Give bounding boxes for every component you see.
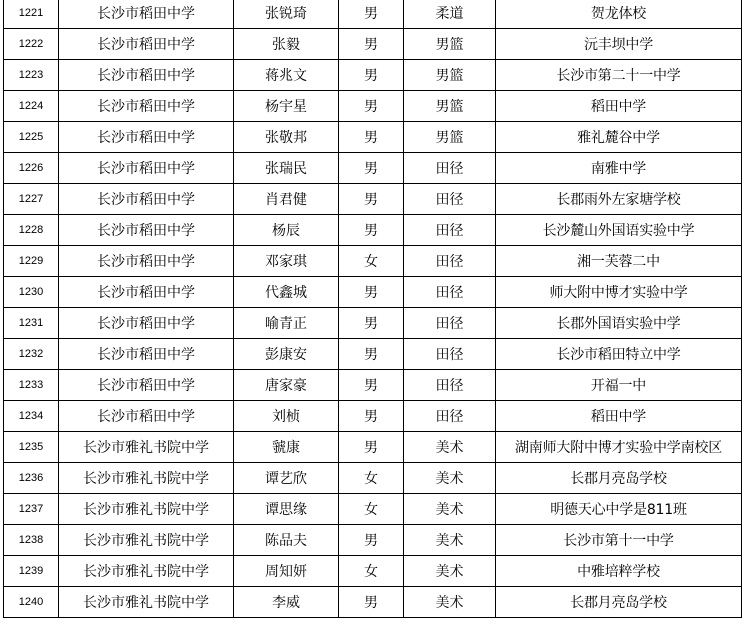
table-row xyxy=(4,29,742,60)
sport-cell: 田径 xyxy=(404,308,496,339)
destination-cell: 湘一芙蓉二中 xyxy=(496,246,742,277)
name-cell: 杨宇星 xyxy=(234,91,339,122)
name-cell: 张锐琦 xyxy=(234,0,339,29)
row-number: 1233 xyxy=(4,370,59,401)
school-cell: 长沙市稻田中学 xyxy=(59,0,234,29)
name-cell: 唐家豪 xyxy=(234,370,339,401)
table-row xyxy=(4,308,742,339)
sport-cell: 美术 xyxy=(404,432,496,463)
gender-cell: 男 xyxy=(339,184,404,215)
gender-cell: 男 xyxy=(339,215,404,246)
row-number: 1228 xyxy=(4,215,59,246)
row-number: 1237 xyxy=(4,494,59,525)
school-cell: 长沙市稻田中学 xyxy=(59,308,234,339)
destination-cell: 长郡月亮岛学校 xyxy=(496,587,742,618)
school-cell: 长沙市雅礼书院中学 xyxy=(59,494,234,525)
school-cell: 长沙市稻田中学 xyxy=(59,60,234,91)
row-number: 1236 xyxy=(4,463,59,494)
row-number: 1224 xyxy=(4,91,59,122)
school-cell: 长沙市稻田中学 xyxy=(59,29,234,60)
table-row xyxy=(4,494,742,525)
sport-cell: 田径 xyxy=(404,401,496,432)
name-cell: 张毅 xyxy=(234,29,339,60)
row-number: 1238 xyxy=(4,525,59,556)
row-number: 1222 xyxy=(4,29,59,60)
school-cell: 长沙市稻田中学 xyxy=(59,339,234,370)
student-table xyxy=(3,0,742,618)
gender-cell: 男 xyxy=(339,525,404,556)
school-cell: 长沙市稻田中学 xyxy=(59,153,234,184)
school-cell: 长沙市雅礼书院中学 xyxy=(59,432,234,463)
destination-cell: 长沙市稻田特立中学 xyxy=(496,339,742,370)
gender-cell: 男 xyxy=(339,308,404,339)
name-cell: 陈品夫 xyxy=(234,525,339,556)
sport-cell: 男篮 xyxy=(404,91,496,122)
name-cell: 谭艺欣 xyxy=(234,463,339,494)
gender-cell: 男 xyxy=(339,122,404,153)
destination-cell: 湖南师大附中博才实验中学南校区 xyxy=(496,432,742,463)
destination-cell: 长沙市第十一中学 xyxy=(496,525,742,556)
name-cell: 邓家琪 xyxy=(234,246,339,277)
gender-cell: 男 xyxy=(339,587,404,618)
table-row xyxy=(4,339,742,370)
destination-cell: 贺龙体校 xyxy=(496,0,742,29)
school-cell: 长沙市稻田中学 xyxy=(59,91,234,122)
destination-cell: 长郡雨外左家塘学校 xyxy=(496,184,742,215)
table-row xyxy=(4,432,742,463)
sport-cell: 田径 xyxy=(404,215,496,246)
school-cell: 长沙市稻田中学 xyxy=(59,184,234,215)
name-cell: 张敬邦 xyxy=(234,122,339,153)
gender-cell: 男 xyxy=(339,401,404,432)
table-row xyxy=(4,401,742,432)
name-cell: 肖君健 xyxy=(234,184,339,215)
table-row xyxy=(4,0,742,29)
destination-cell: 开福一中 xyxy=(496,370,742,401)
school-cell: 长沙市雅礼书院中学 xyxy=(59,525,234,556)
school-cell: 长沙市雅礼书院中学 xyxy=(59,463,234,494)
school-cell: 长沙市稻田中学 xyxy=(59,277,234,308)
table-row xyxy=(4,153,742,184)
sport-cell: 美术 xyxy=(404,556,496,587)
destination-cell: 长郡月亮岛学校 xyxy=(496,463,742,494)
name-cell: 张瑞民 xyxy=(234,153,339,184)
sport-cell: 田径 xyxy=(404,277,496,308)
gender-cell: 男 xyxy=(339,339,404,370)
sport-cell: 男篮 xyxy=(404,60,496,91)
school-cell: 长沙市稻田中学 xyxy=(59,215,234,246)
school-cell: 长沙市雅礼书院中学 xyxy=(59,556,234,587)
row-number: 1230 xyxy=(4,277,59,308)
destination-cell: 南雅中学 xyxy=(496,153,742,184)
table-row xyxy=(4,122,742,153)
sport-cell: 美术 xyxy=(404,587,496,618)
name-cell: 杨辰 xyxy=(234,215,339,246)
gender-cell: 男 xyxy=(339,0,404,29)
table-row xyxy=(4,246,742,277)
sport-cell: 田径 xyxy=(404,246,496,277)
row-number: 1231 xyxy=(4,308,59,339)
name-cell: 虢康 xyxy=(234,432,339,463)
gender-cell: 男 xyxy=(339,153,404,184)
row-number: 1227 xyxy=(4,184,59,215)
student-table-body xyxy=(4,0,742,618)
row-number: 1235 xyxy=(4,432,59,463)
destination-cell: 长沙麓山外国语实验中学 xyxy=(496,215,742,246)
destination-cell: 长郡外国语实验中学 xyxy=(496,308,742,339)
destination-cell: 长沙市第二十一中学 xyxy=(496,60,742,91)
gender-cell: 男 xyxy=(339,277,404,308)
row-number: 1226 xyxy=(4,153,59,184)
table-row xyxy=(4,184,742,215)
row-number: 1232 xyxy=(4,339,59,370)
row-number: 1234 xyxy=(4,401,59,432)
name-cell: 刘桢 xyxy=(234,401,339,432)
name-cell: 李威 xyxy=(234,587,339,618)
destination-cell: 雅礼麓谷中学 xyxy=(496,122,742,153)
name-cell: 代鑫城 xyxy=(234,277,339,308)
table-row xyxy=(4,60,742,91)
destination-cell: 稻田中学 xyxy=(496,91,742,122)
row-number: 1223 xyxy=(4,60,59,91)
destination-cell: 师大附中博才实验中学 xyxy=(496,277,742,308)
table-row xyxy=(4,463,742,494)
gender-cell: 男 xyxy=(339,29,404,60)
gender-cell: 女 xyxy=(339,463,404,494)
row-number: 1229 xyxy=(4,246,59,277)
school-cell: 长沙市稻田中学 xyxy=(59,246,234,277)
sport-cell: 男篮 xyxy=(404,29,496,60)
table-row xyxy=(4,91,742,122)
gender-cell: 女 xyxy=(339,246,404,277)
destination-cell: 明德天心中学是811班 xyxy=(496,494,742,525)
school-cell: 长沙市稻田中学 xyxy=(59,122,234,153)
school-cell: 长沙市雅礼书院中学 xyxy=(59,587,234,618)
sport-cell: 田径 xyxy=(404,370,496,401)
destination-cell: 中雅培粹学校 xyxy=(496,556,742,587)
destination-cell: 稻田中学 xyxy=(496,401,742,432)
table-row xyxy=(4,215,742,246)
row-number: 1240 xyxy=(4,587,59,618)
sport-cell: 美术 xyxy=(404,494,496,525)
sport-cell: 柔道 xyxy=(404,0,496,29)
row-number: 1225 xyxy=(4,122,59,153)
gender-cell: 男 xyxy=(339,91,404,122)
school-cell: 长沙市稻田中学 xyxy=(59,370,234,401)
name-cell: 彭康安 xyxy=(234,339,339,370)
sport-cell: 田径 xyxy=(404,339,496,370)
row-number: 1221 xyxy=(4,0,59,29)
gender-cell: 男 xyxy=(339,60,404,91)
table-row xyxy=(4,370,742,401)
school-cell: 长沙市稻田中学 xyxy=(59,401,234,432)
gender-cell: 男 xyxy=(339,432,404,463)
table-row xyxy=(4,587,742,618)
name-cell: 谭思缘 xyxy=(234,494,339,525)
sport-cell: 美术 xyxy=(404,525,496,556)
gender-cell: 女 xyxy=(339,556,404,587)
gender-cell: 男 xyxy=(339,370,404,401)
name-cell: 蒋兆文 xyxy=(234,60,339,91)
destination-cell: 沅丰坝中学 xyxy=(496,29,742,60)
table-row xyxy=(4,525,742,556)
sport-cell: 田径 xyxy=(404,153,496,184)
sport-cell: 田径 xyxy=(404,184,496,215)
row-number: 1239 xyxy=(4,556,59,587)
table-row xyxy=(4,556,742,587)
table-row xyxy=(4,277,742,308)
sport-cell: 美术 xyxy=(404,463,496,494)
sport-cell: 男篮 xyxy=(404,122,496,153)
name-cell: 喻青正 xyxy=(234,308,339,339)
gender-cell: 女 xyxy=(339,494,404,525)
name-cell: 周知妍 xyxy=(234,556,339,587)
